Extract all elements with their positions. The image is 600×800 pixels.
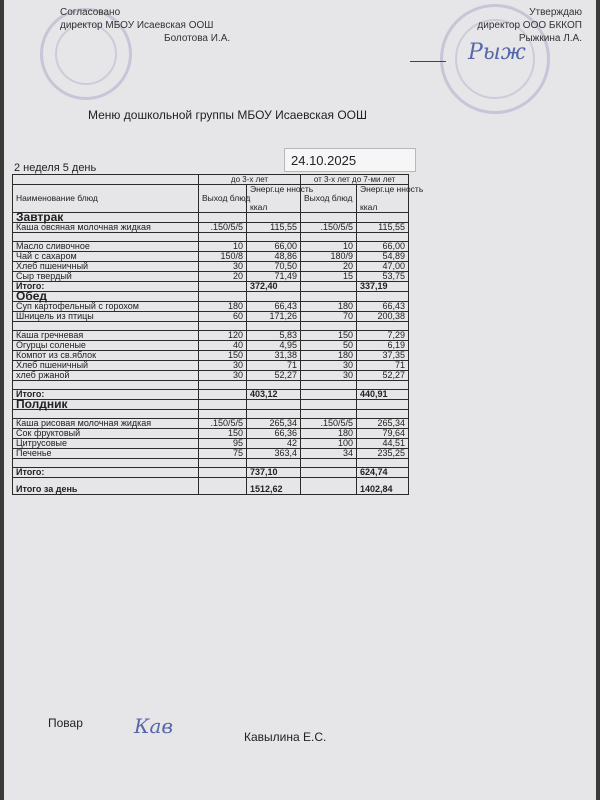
section-header-row: [13, 400, 409, 410]
table-row: [13, 351, 409, 361]
day-total-label: Итого за день: [13, 478, 199, 495]
portion-young: .150/5/5: [199, 419, 247, 429]
column-name-header: Наименование блюд: [13, 185, 199, 213]
table-row: [13, 449, 409, 459]
column-header-row: [13, 185, 409, 213]
section-total-row: [13, 390, 409, 400]
approved-label: Утверждаю: [529, 7, 582, 18]
empty-cell: [357, 213, 409, 223]
section-title: Обед: [13, 292, 199, 302]
portion-old: .150/5/5: [301, 223, 357, 233]
empty-cell: [199, 478, 247, 495]
portion-young: 30: [199, 262, 247, 272]
empty-cell: [199, 468, 247, 478]
energy-young: 70,50: [247, 262, 301, 272]
dish-name: Хлеб пшеничный: [13, 262, 199, 272]
energy-old: 6,19: [357, 341, 409, 351]
table-row: [13, 242, 409, 252]
date-field: 24.10.2025: [284, 148, 416, 172]
portion-young: 30: [199, 361, 247, 371]
total-label: Итого:: [13, 390, 199, 400]
dish-name: Цитрусовые: [13, 439, 199, 449]
portion-old: 10: [301, 242, 357, 252]
empty-cell: [247, 292, 301, 302]
portion-old: 20: [301, 262, 357, 272]
empty-cell: [199, 282, 247, 292]
dish-name: Шницель из птицы: [13, 312, 199, 322]
cook-name: Кавылина Е.С.: [244, 730, 327, 744]
energy-young: 171,26: [247, 312, 301, 322]
table-row: [13, 223, 409, 233]
energy-old: 52,27: [357, 371, 409, 381]
empty-cell: [301, 478, 357, 495]
table-row: [13, 381, 409, 390]
portion-young: 150: [199, 429, 247, 439]
portion-young: [199, 459, 247, 468]
energy-young: 71,49: [247, 272, 301, 282]
group-header-row: [13, 175, 409, 185]
table-row: [13, 331, 409, 341]
portion-old: [301, 381, 357, 390]
portion-old: 30: [301, 361, 357, 371]
portion-young: 120: [199, 331, 247, 341]
portion-old: 30: [301, 371, 357, 381]
energy-old: 37,35: [357, 351, 409, 361]
day-total-young: 1512,62: [247, 478, 301, 495]
dish-name: Компот из св.яблок: [13, 351, 199, 361]
section-total-row: [13, 282, 409, 292]
dish-name: Суп картофельный с горохом: [13, 302, 199, 312]
dish-name: Каша овсяная молочная жидкая: [13, 223, 199, 233]
energy-old: 79,64: [357, 429, 409, 439]
energy-young: 66,36: [247, 429, 301, 439]
portion-old: 180: [301, 429, 357, 439]
energy-old: 66,00: [357, 242, 409, 252]
portion-young: [199, 381, 247, 390]
section-title: Полдник: [13, 400, 199, 410]
energy-old: 53,75: [357, 272, 409, 282]
total-young: 372,40: [247, 282, 301, 292]
signature-line: [410, 61, 446, 62]
cook-signature: Кав: [134, 714, 174, 738]
dish-name: Чай с сахаром: [13, 252, 199, 262]
section-total-row: [13, 468, 409, 478]
portion-young: 150/8: [199, 252, 247, 262]
day-total-old: 1402,84: [357, 478, 409, 495]
empty-cell: [357, 400, 409, 410]
portion-young: 20: [199, 272, 247, 282]
portion-young: 40: [199, 341, 247, 351]
table-row: [13, 361, 409, 371]
table-row: [13, 302, 409, 312]
energy-old: 66,43: [357, 302, 409, 312]
empty-cell: [247, 213, 301, 223]
section-header-row: [13, 292, 409, 302]
energy-young: 48,86: [247, 252, 301, 262]
cook-label: Повар: [48, 716, 83, 730]
dish-name: Каша гречневая: [13, 331, 199, 341]
energy-old: 265,34: [357, 419, 409, 429]
empty-cell: [199, 390, 247, 400]
dish-name: Хлеб пшеничный: [13, 361, 199, 371]
portion-old: 50: [301, 341, 357, 351]
energy-old: 235,25: [357, 449, 409, 459]
portion-old: 150: [301, 331, 357, 341]
menu-title: Меню дошкольной группы МБОУ Исаевская ООШ: [88, 108, 367, 122]
energy-old: 7,29: [357, 331, 409, 341]
director-signature: Рыж: [468, 40, 526, 65]
portion-old: 180: [301, 351, 357, 361]
energy-old: 54,89: [357, 252, 409, 262]
dish-name: Огурцы соленые: [13, 341, 199, 351]
energy-young: 71: [247, 361, 301, 371]
total-young: 737,10: [247, 468, 301, 478]
agreed-label: Согласовано: [60, 7, 121, 18]
portion-old: 100: [301, 439, 357, 449]
approval-block-left: [60, 6, 230, 45]
table-row: [13, 371, 409, 381]
table-row: [13, 272, 409, 282]
portion-young: 60: [199, 312, 247, 322]
agreed-position: директор МБОУ Исаевская ООШ: [60, 20, 214, 31]
portion-young: 180: [199, 302, 247, 312]
empty-cell: [357, 292, 409, 302]
portion-old: .150/5/5: [301, 419, 357, 429]
total-old: 337,19: [357, 282, 409, 292]
agreed-person: Болотова И.А.: [164, 33, 231, 44]
empty-cell: [301, 468, 357, 478]
empty-cell: [199, 292, 247, 302]
table-row: [13, 439, 409, 449]
empty-cell: [301, 292, 357, 302]
group-young-label: до 3-х лет: [199, 175, 301, 185]
empty-cell: [301, 390, 357, 400]
portion-old: 70: [301, 312, 357, 322]
group-old-label: от 3-х лет до 7-ми лет: [301, 175, 409, 185]
dish-name: хлеб ржаной: [13, 371, 199, 381]
total-old: 440,91: [357, 390, 409, 400]
energy-young: 31,38: [247, 351, 301, 361]
column-out-young-header: Выход блюд: [199, 185, 247, 213]
portion-young: 95: [199, 439, 247, 449]
portion-old: 15: [301, 272, 357, 282]
approved-person: Рыжкина Л.А.: [518, 33, 582, 44]
table-row: [13, 252, 409, 262]
total-young: 403,12: [247, 390, 301, 400]
table-row: [13, 429, 409, 439]
dish-name: Каша рисовая молочная жидкая: [13, 419, 199, 429]
empty-cell: [301, 400, 357, 410]
portion-young: 75: [199, 449, 247, 459]
dish-name: Сок фруктовый: [13, 429, 199, 439]
portion-old: [301, 459, 357, 468]
empty-cell: [301, 213, 357, 223]
day-total-row: [13, 478, 409, 495]
empty-cell: [199, 400, 247, 410]
dish-name: Печенье: [13, 449, 199, 459]
approved-position: директор ООО БККОП: [477, 20, 582, 31]
energy-old: 47,00: [357, 262, 409, 272]
week-day-label: 2 неделя 5 день: [14, 162, 97, 174]
energy-old: 71: [357, 361, 409, 371]
portion-young: 10: [199, 242, 247, 252]
energy-old: 44,51: [357, 439, 409, 449]
table-row: [13, 262, 409, 272]
energy-young: 66,00: [247, 242, 301, 252]
total-label: Итого:: [13, 468, 199, 478]
table-row: [13, 312, 409, 322]
portion-old: 180: [301, 302, 357, 312]
energy-young: 52,27: [247, 371, 301, 381]
energy-young: 4,95: [247, 341, 301, 351]
empty-cell: [199, 213, 247, 223]
empty-cell: [247, 400, 301, 410]
energy-young: 66,43: [247, 302, 301, 312]
dish-name: Масло сливочное: [13, 242, 199, 252]
portion-old: 180/9: [301, 252, 357, 262]
energy-old: 115,55: [357, 223, 409, 233]
menu-table: [12, 174, 424, 495]
energy-young: 115,55: [247, 223, 301, 233]
dish-name: Сыр твердый: [13, 272, 199, 282]
total-old: 624,74: [357, 468, 409, 478]
energy-young: 363,4: [247, 449, 301, 459]
portion-young: 30: [199, 371, 247, 381]
table-row: [13, 459, 409, 468]
energy-young: 42: [247, 439, 301, 449]
column-energy-old-header: Энерг.це нность ккал: [357, 185, 409, 213]
portion-young: 150: [199, 351, 247, 361]
portion-young: .150/5/5: [199, 223, 247, 233]
section-header-row: [13, 213, 409, 223]
total-label: Итого:: [13, 282, 199, 292]
table-row: [13, 341, 409, 351]
column-out-old-header: Выход блюд: [301, 185, 357, 213]
energy-old: 200,38: [357, 312, 409, 322]
empty-cell: [301, 282, 357, 292]
portion-old: 34: [301, 449, 357, 459]
table-row: [13, 419, 409, 429]
section-title: Завтрак: [13, 213, 199, 223]
energy-young: 5,83: [247, 331, 301, 341]
column-energy-young-header: Энерг.це нность ккал: [247, 185, 301, 213]
energy-young: 265,34: [247, 419, 301, 429]
menu-sheet: [4, 0, 596, 800]
